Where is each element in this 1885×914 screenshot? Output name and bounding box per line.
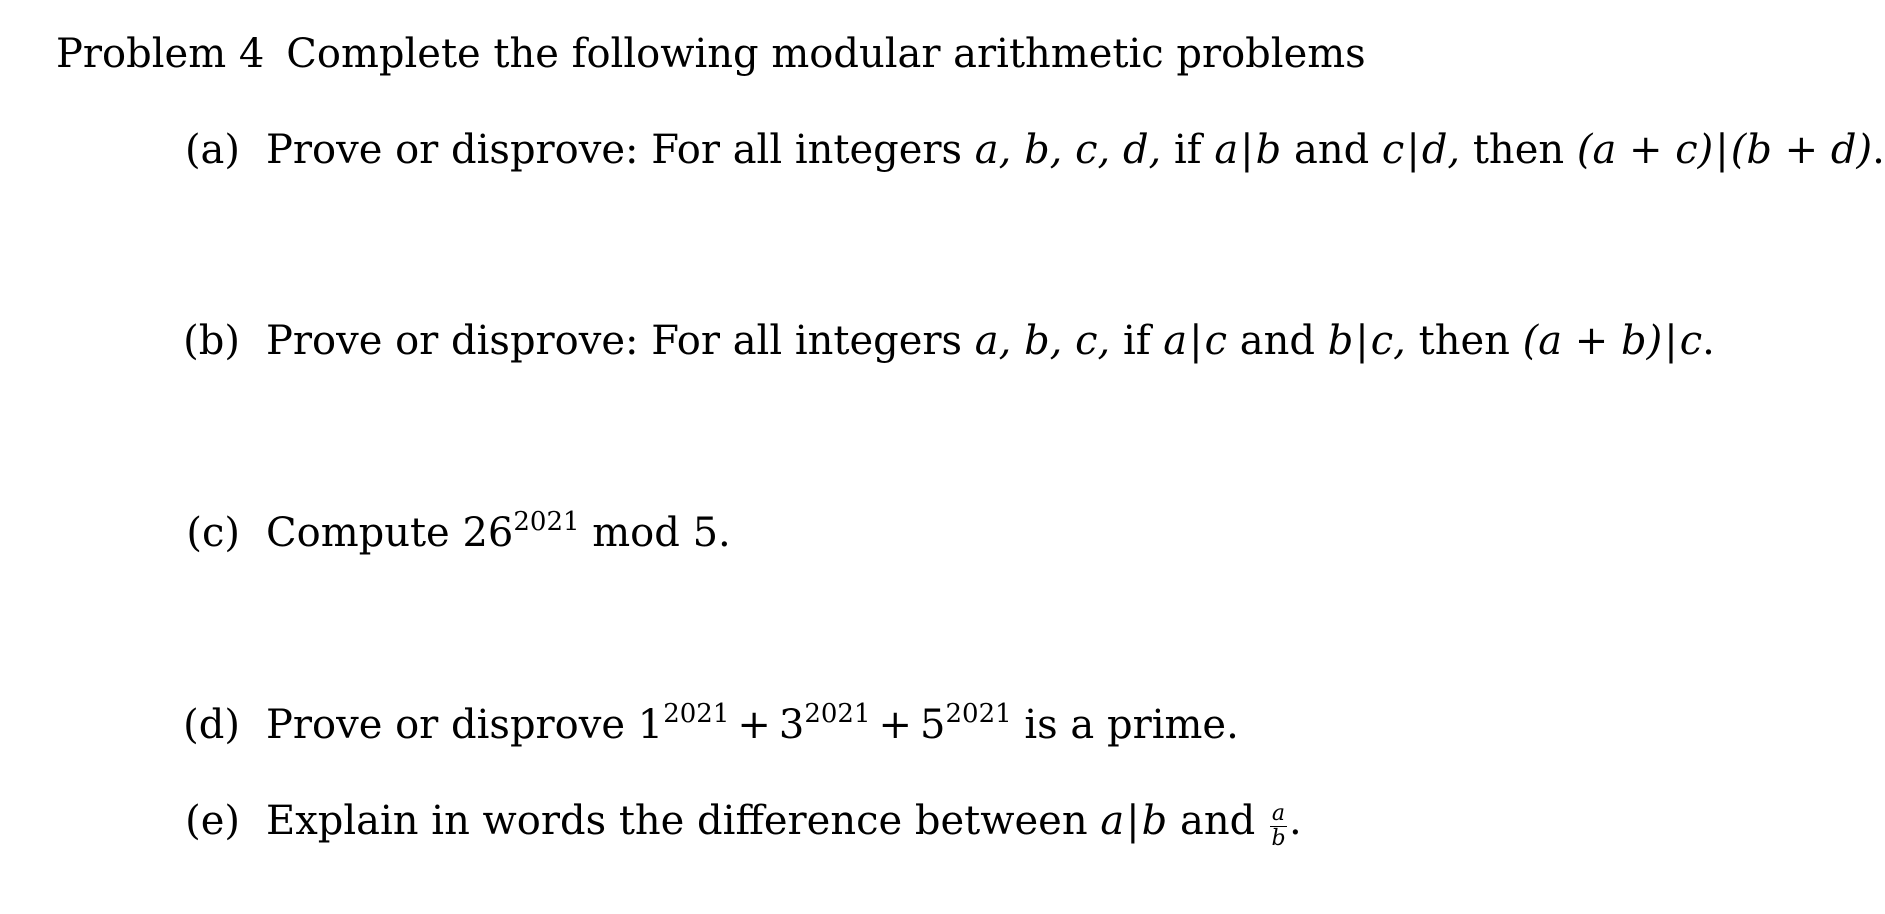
divides-right: c, — [1370, 318, 1406, 364]
divides-bar: | — [1189, 318, 1203, 364]
sum-left: (a + b) — [1522, 318, 1663, 364]
fraction — [1270, 800, 1287, 851]
problem-item-b — [0, 311, 1866, 371]
statement-lead: Compute — [266, 510, 450, 556]
variable-list: a, b, c, — [974, 318, 1111, 364]
problem-item-d — [0, 695, 1866, 755]
word-and: and — [1293, 127, 1370, 173]
item-label: (a) — [184, 127, 240, 173]
problem-title: Complete the following modular arithmetic problems — [286, 31, 1366, 77]
word-then: then — [1472, 127, 1565, 173]
word-then: then — [1418, 318, 1510, 364]
divides-left: a — [1100, 798, 1125, 844]
statement-lead: Explain in words the difference between — [266, 798, 1088, 844]
power-exponent: 2021 — [804, 698, 871, 729]
divides-bar: | — [1715, 127, 1729, 173]
item-label: (d) — [183, 702, 240, 748]
power-base: 3 — [778, 702, 805, 748]
sum-left: (a + c) — [1576, 127, 1714, 173]
power-exponent: 2021 — [513, 506, 580, 537]
problem-item-c — [0, 503, 1866, 563]
power-base: 26 — [462, 510, 514, 556]
item-label: (e) — [185, 798, 240, 844]
problem-item-e — [0, 791, 1866, 851]
divides-left: a — [1214, 127, 1239, 173]
statement-lead: Prove or disprove: For all integers — [266, 318, 963, 364]
plus-sign: + — [878, 702, 913, 748]
sum-right: (b + d) — [1730, 127, 1873, 173]
statement-lead: Prove or disprove: For all integers — [266, 127, 963, 173]
plus-sign: + — [737, 702, 771, 748]
divides-bar: | — [1126, 798, 1140, 844]
period: . — [1872, 127, 1885, 173]
problem-item-a — [0, 120, 1885, 180]
problem-number: Problem 4 — [56, 31, 265, 77]
divides-left: a — [1163, 318, 1188, 364]
power-exponent: 2021 — [945, 698, 1012, 729]
divides-right: b — [1141, 798, 1168, 844]
word-and: and — [1179, 798, 1256, 844]
word-if: if — [1173, 127, 1202, 173]
item-statement — [266, 120, 1885, 180]
mod-expression: mod 5. — [592, 510, 731, 556]
word-if: if — [1122, 318, 1151, 364]
divides-right: c — [1204, 318, 1228, 364]
item-statement — [266, 695, 1239, 755]
period: . — [1702, 318, 1715, 364]
divides-bar: | — [1406, 127, 1420, 173]
item-statement — [266, 791, 1302, 851]
item-label: (b) — [183, 318, 240, 364]
sum-right: c — [1679, 318, 1703, 364]
word-and: and — [1239, 318, 1315, 364]
statement-tail: is a prime. — [1024, 702, 1239, 748]
divides-bar: | — [1355, 318, 1369, 364]
power-base: 1 — [637, 702, 664, 748]
fraction-numerator: a — [1271, 800, 1286, 826]
period: . — [1289, 798, 1302, 844]
divides-bar: | — [1664, 318, 1678, 364]
statement-lead: Prove or disprove — [266, 702, 626, 748]
item-label: (c) — [186, 510, 240, 556]
power-exponent: 2021 — [663, 698, 730, 729]
divides-right: b — [1255, 127, 1282, 173]
power-base: 5 — [920, 702, 946, 748]
divides-right: d, — [1421, 127, 1461, 173]
fraction-denominator: b — [1271, 825, 1286, 851]
divides-left: b — [1327, 318, 1354, 364]
problem-heading — [56, 26, 1366, 82]
divides-bar: | — [1240, 127, 1254, 173]
divides-left: c — [1381, 127, 1405, 173]
item-statement — [266, 503, 731, 563]
item-statement — [266, 311, 1715, 371]
variable-list: a, b, c, d, — [974, 127, 1162, 173]
